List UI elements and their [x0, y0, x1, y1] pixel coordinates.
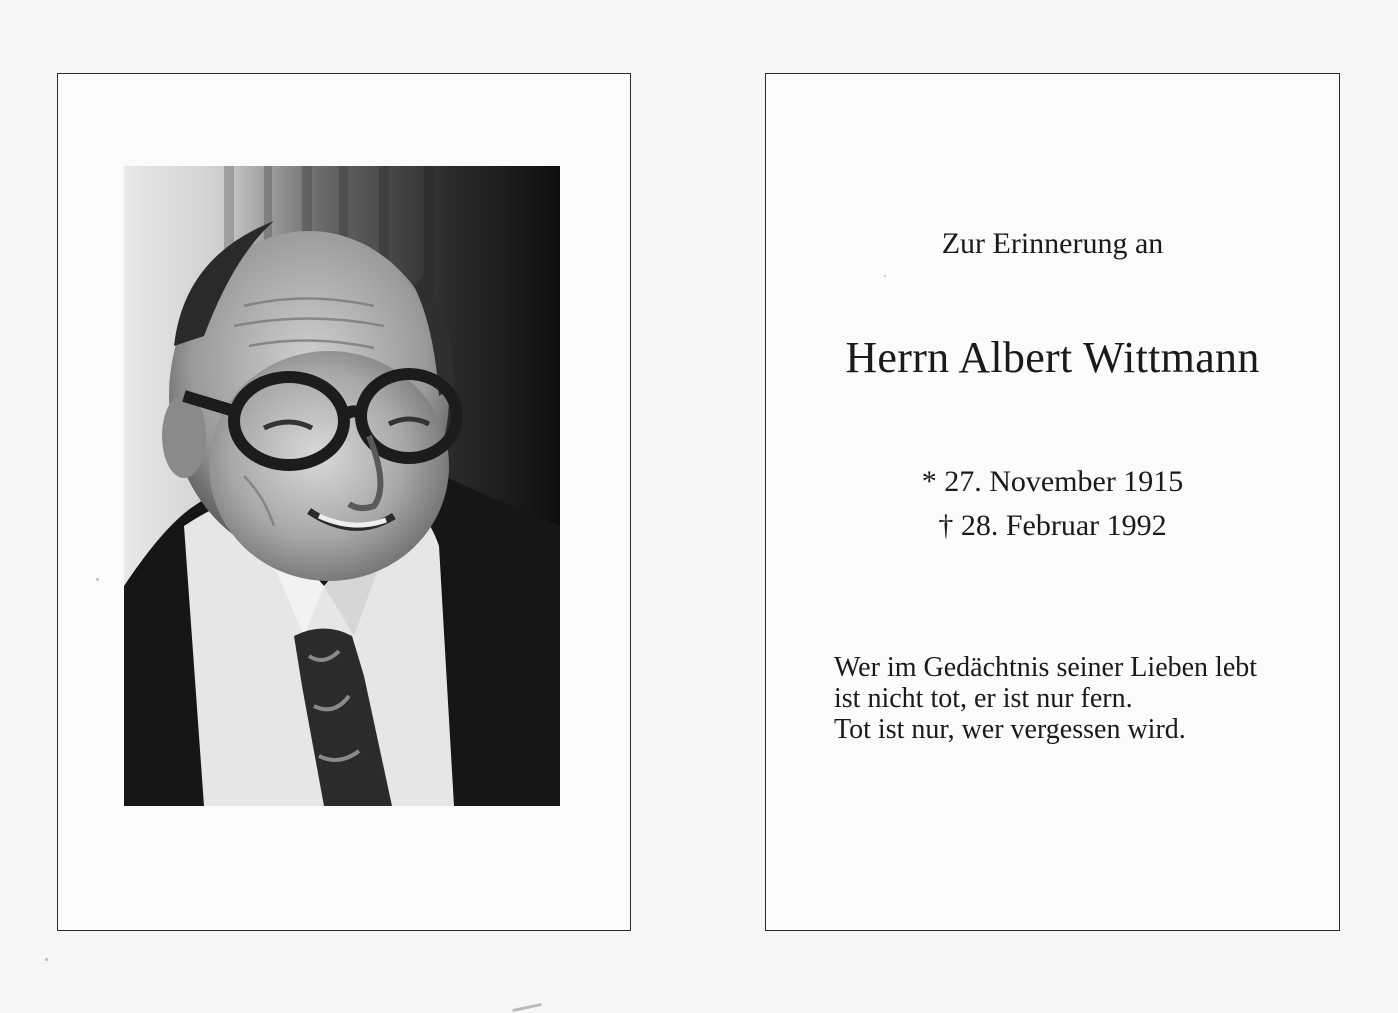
intro-text: Zur Erinnerung an	[941, 227, 1164, 260]
photo-panel	[57, 73, 631, 931]
paper-speck	[45, 958, 48, 961]
verse-line: Tot ist nur, wer vergessen wird.	[834, 714, 1186, 745]
birth-date: * 27. November 1915	[921, 465, 1184, 498]
deceased-name: Herrn Albert Wittmann	[845, 333, 1260, 382]
paper-speck	[96, 578, 99, 581]
verse-line: ist nicht tot, er ist nur fern.	[834, 683, 1133, 714]
portrait-photo	[124, 166, 560, 806]
memorial-verse	[834, 652, 1324, 745]
text-panel	[765, 73, 1340, 931]
verse-line: Wer im Gedächtnis seiner Lieben lebt	[834, 652, 1258, 683]
paper-speck	[512, 1003, 542, 1012]
death-date: † 28. Februar 1992	[938, 509, 1167, 542]
paper-speck	[884, 275, 886, 277]
